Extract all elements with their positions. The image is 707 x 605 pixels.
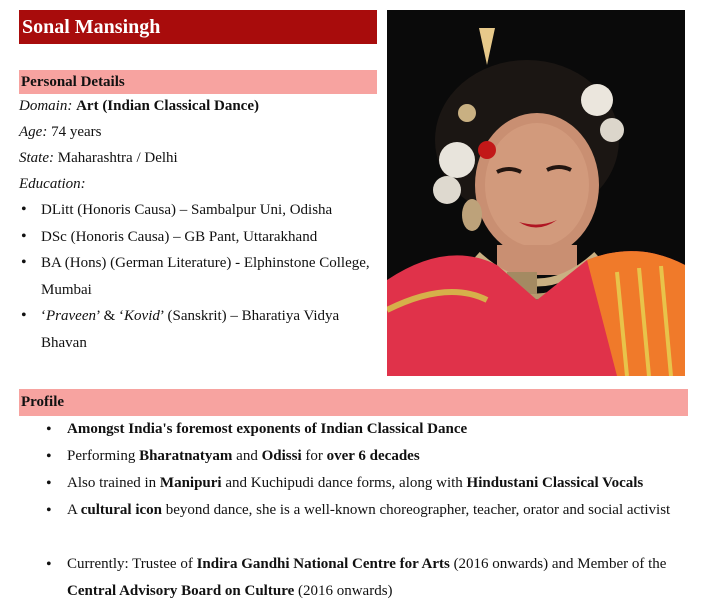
- profile-list: [46, 416, 696, 605]
- profile-text: Manipuri: [159, 475, 222, 491]
- personal-details-heading: Personal Details: [19, 70, 377, 94]
- state-line: [19, 145, 379, 171]
- domain-line: [19, 93, 379, 119]
- profile-text: for: [301, 448, 327, 464]
- portrait-photo: [387, 10, 685, 376]
- age-label: Age:: [19, 124, 48, 140]
- state-label: State:: [19, 150, 54, 166]
- profile-text: over 6 decades: [326, 448, 420, 464]
- dancer-portrait-illustration: [387, 10, 685, 376]
- profile-item: [46, 416, 696, 443]
- profile-text: cultural icon: [80, 502, 163, 518]
- profile-text: and Kuchipudi dance forms, along with: [221, 475, 467, 491]
- state-value: Maharashtra / Delhi: [57, 150, 178, 166]
- profile-text: Also trained in: [67, 475, 160, 491]
- profile-text: and: [232, 448, 262, 464]
- profile-text: A: [67, 502, 81, 518]
- profile-heading: Profile: [19, 389, 688, 416]
- profile-item: [46, 551, 696, 605]
- person-name: Sonal Mansingh: [19, 10, 377, 44]
- personal-details: [19, 93, 379, 356]
- age-value: 74 years: [51, 124, 102, 140]
- education-text: ’ & ‘: [95, 308, 125, 324]
- education-item: [19, 303, 379, 356]
- education-item: • BA (Hons) (German Literature) - Elphinstone College, Mumbai: [19, 250, 379, 303]
- profile-text: Currently: Trustee of: [67, 556, 197, 572]
- education-text: ’ (Sanskrit) – Bharatiya Vidya Bhavan: [41, 308, 340, 351]
- education-label: Education:: [19, 176, 86, 192]
- education-text: Praveen: [46, 308, 96, 324]
- education-text: ‘: [41, 308, 46, 324]
- profile-text: (2016 onwards): [294, 583, 393, 599]
- profile-text: Performing: [67, 448, 140, 464]
- profile-text: Amongst India's foremost exponents of Indian Classical Dance: [67, 421, 468, 437]
- education-item: • DSc (Honoris Causa) – GB Pant, Uttarakhand: [19, 224, 379, 251]
- domain-value: Art (Indian Classical Dance): [76, 98, 259, 114]
- profile-text: Odissi: [261, 448, 302, 464]
- profile-text: Hindustani Classical Vocals: [466, 475, 644, 491]
- age-line: [19, 119, 379, 145]
- education-item: • DLitt (Honoris Causa) – Sambalpur Uni, Odisha: [19, 197, 379, 224]
- profile-text: beyond dance, she is a well-known choreographer, teacher, orator and social activist: [162, 502, 671, 518]
- profile-text: (2016 onwards) and Member of the: [449, 556, 667, 572]
- education-text: Kovid: [124, 308, 160, 324]
- profile-text: Central Advisory Board on Culture: [67, 583, 295, 599]
- profile-item: [46, 497, 696, 524]
- profile-text: Bharatnatyam: [139, 448, 233, 464]
- profile-item: [46, 443, 696, 470]
- domain-label: Domain:: [19, 98, 73, 114]
- profile-text: Indira Gandhi National Centre for Arts: [196, 556, 450, 572]
- education-list: [19, 197, 379, 356]
- profile-item: [46, 470, 696, 497]
- education-line: [19, 171, 379, 197]
